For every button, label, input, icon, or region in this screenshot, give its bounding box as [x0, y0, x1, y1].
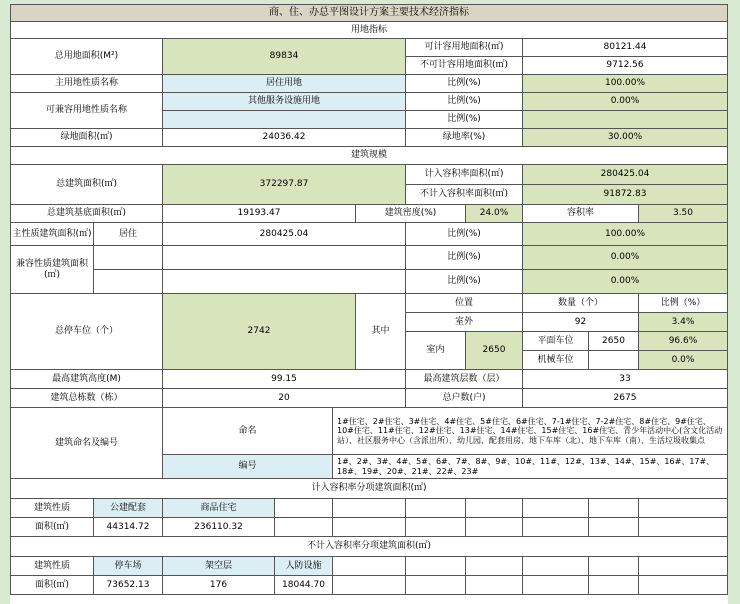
parking-ratio-header: 比例（%）	[638, 293, 728, 313]
far-val-7	[522, 517, 589, 537]
far-val-1: 44314.72	[93, 517, 163, 537]
compat-use-ratio-empty	[522, 110, 728, 129]
green-area-label: 绿地面积(㎡)	[10, 128, 163, 147]
parking-among-label: 其中	[355, 293, 406, 370]
indicator-table	[10, 4, 728, 604]
compat-type-ratio-label-2: 比例(%)	[405, 269, 523, 294]
far-val-8	[588, 517, 639, 537]
far-val-4	[332, 517, 406, 537]
parking-flat-label: 平面车位	[522, 331, 589, 351]
naming-name-label: 命名	[162, 407, 333, 455]
far-col-5	[405, 498, 466, 518]
nonfar-col-3: 人防设施	[274, 556, 333, 576]
nonfar-gfa-value: 91872.83	[522, 184, 728, 205]
far-col-1: 公建配套	[93, 498, 163, 518]
section-far-breakdown: 计入容积率分项建筑面积(㎡)	[10, 478, 728, 499]
parking-outdoor-ratio: 3.4%	[638, 312, 728, 332]
nonfar-val-9	[638, 575, 728, 595]
compat-type-ratio-label-1: 比例(%)	[405, 245, 523, 270]
base-area-label: 总建筑基底面积(㎡)	[10, 204, 163, 223]
nonfar-col-2: 架空层	[162, 556, 275, 576]
far-val-3	[274, 517, 333, 537]
naming-number-value: 1#、2#、3#、4#、5#、6#、7#、8#、9#、10#、11#、12#、13#、14#、15#、16#、17#、18#、19#、20#、21#、22#、23#	[332, 454, 728, 479]
compat-type-value-1	[162, 245, 406, 270]
floors-value: 33	[522, 369, 728, 389]
far-label: 容积率	[522, 204, 639, 223]
compat-type-ratio-1: 0.00%	[522, 245, 728, 270]
nonfar-val-6	[465, 575, 523, 595]
gfa-label: 总建筑面积(㎡)	[10, 164, 163, 205]
nonfar-val-4	[332, 575, 406, 595]
parking-indoor-qty: 2650	[465, 331, 523, 370]
far-val-9	[638, 517, 728, 537]
green-rate-label: 绿地率(%)	[405, 128, 523, 147]
parking-flat-ratio: 96.6%	[638, 331, 728, 351]
density-value: 24.0%	[465, 204, 523, 223]
parking-qty-header: 数量（个）	[522, 293, 639, 313]
floors-label: 最高建筑层数（层）	[405, 369, 523, 389]
section-nonfar-breakdown: 不计入容积率分项建筑面积(㎡)	[10, 536, 728, 557]
nonfar-col-5	[405, 556, 466, 576]
compat-use-ratio-label-2: 比例(%)	[405, 110, 523, 129]
nonfar-area-label: 面积(㎡)	[10, 575, 94, 595]
base-area-value: 19193.47	[162, 204, 356, 223]
far-area-label: 面积(㎡)	[10, 517, 94, 537]
buildings-label: 建筑总栋数（栋）	[10, 388, 163, 408]
buildings-value: 20	[162, 388, 406, 408]
nonfar-val-3: 18044.70	[274, 575, 333, 595]
nonbuildable-area-label: 不可计容用地面积(㎡)	[405, 56, 523, 75]
nonfar-val-2: 176	[162, 575, 275, 595]
nonfar-col-6	[465, 556, 523, 576]
nonfar-col-7	[522, 556, 589, 576]
far-val-2: 236110.32	[162, 517, 275, 537]
compat-type-ratio-2: 0.00%	[522, 269, 728, 294]
compat-use-label: 可兼容用地性质名称	[10, 92, 163, 129]
compat-use-value: 其他服务设施用地	[162, 92, 406, 111]
parking-indoor-label: 室内	[405, 331, 466, 370]
far-col-6	[465, 498, 523, 518]
parking-position-header: 位置	[405, 293, 523, 313]
density-label: 建筑密度(%)	[355, 204, 466, 223]
households-label: 总户数(户)	[405, 388, 523, 408]
far-col-9	[638, 498, 728, 518]
naming-number-label: 编号	[162, 454, 333, 479]
far-type-label: 建筑性质	[10, 498, 94, 518]
main-type-value: 280425.04	[162, 222, 406, 246]
parking-outdoor-label: 室外	[405, 312, 523, 332]
compat-type-name-2	[93, 269, 163, 294]
nonbuildable-area-value: 9712.56	[522, 56, 728, 75]
table-title: 商、住、办总平图设计方案主要技术经济指标	[10, 4, 728, 22]
buildable-area-label: 可计容用地面积(㎡)	[405, 38, 523, 57]
main-type-label: 主性质建筑面积(㎡)	[10, 222, 94, 246]
nonfar-col-8	[588, 556, 639, 576]
far-val-6	[465, 517, 523, 537]
far-gfa-label: 计入容积率面积(㎡)	[405, 164, 523, 185]
far-val-5	[405, 517, 466, 537]
nonfar-val-1: 73652.13	[93, 575, 163, 595]
naming-name-value: 1#住宅、2#住宅、3#住宅、4#住宅、5#住宅、6#住宅、7-1#住宅、7-2#住宅、8#住宅、9#住宅、10#住宅、11#住宅、12#住宅、13#住宅、14#住宅、15#住宅、16#住宅、青少年活动中心(含文化活动站）、社区服务中心（含派出所）、幼儿园、配套用房、地下车库（北）、地下车库（南）、生活垃圾收集点	[332, 407, 728, 455]
compat-type-name-1	[93, 245, 163, 270]
households-value: 2675	[522, 388, 728, 408]
parking-total-label: 总停车位（个）	[10, 293, 163, 370]
main-use-ratio-label: 比例(%)	[405, 74, 523, 93]
far-col-8	[588, 498, 639, 518]
main-use-ratio: 100.00%	[522, 74, 728, 93]
compat-type-value-2	[162, 269, 406, 294]
green-rate-value: 30.00%	[522, 128, 728, 147]
compat-use-ratio-label: 比例(%)	[405, 92, 523, 111]
main-use-value: 居住用地	[162, 74, 406, 93]
far-col-7	[522, 498, 589, 518]
height-value: 99.15	[162, 369, 406, 389]
nonfar-val-5	[405, 575, 466, 595]
nonfar-col-1: 停车场	[93, 556, 163, 576]
section-land: 用地指标	[10, 21, 728, 39]
parking-mech-label: 机械车位	[522, 350, 589, 370]
section-building: 建筑规模	[10, 146, 728, 165]
main-use-label: 主用地性质名称	[10, 74, 163, 93]
gfa-value: 372297.87	[162, 164, 406, 205]
far-value: 3.50	[638, 204, 728, 223]
far-col-4	[332, 498, 406, 518]
far-col-3	[274, 498, 333, 518]
parking-outdoor-qty: 92	[522, 312, 639, 332]
parking-mech-ratio: 0.0%	[638, 350, 728, 370]
nonfar-gfa-label: 不计入容积率面积(㎡)	[405, 184, 523, 205]
main-type-name: 居住	[93, 222, 163, 246]
far-col-2: 商品住宅	[162, 498, 275, 518]
naming-label: 建筑命名及编号	[10, 407, 163, 479]
parking-total-value: 2742	[162, 293, 356, 370]
height-label: 最高建筑高度(M)	[10, 369, 163, 389]
buildable-area-value: 80121.44	[522, 38, 728, 57]
compat-type-label: 兼容性质建筑面积(㎡)	[10, 245, 94, 294]
main-type-ratio: 100.00%	[522, 222, 728, 246]
compat-use-ratio: 0.00%	[522, 92, 728, 111]
parking-mech-qty	[588, 350, 639, 370]
nonfar-col-9	[638, 556, 728, 576]
nonfar-type-label: 建筑性质	[10, 556, 94, 576]
total-area-label: 总用地面积(M²)	[10, 38, 163, 75]
nonfar-val-8	[588, 575, 639, 595]
total-area-value: 89834	[162, 38, 406, 75]
far-gfa-value: 280425.04	[522, 164, 728, 185]
green-area-value: 24036.42	[162, 128, 406, 147]
nonfar-val-7	[522, 575, 589, 595]
nonfar-col-4	[332, 556, 406, 576]
main-type-ratio-label: 比例(%)	[405, 222, 523, 246]
compat-use-empty	[162, 110, 406, 129]
parking-flat-qty: 2650	[588, 331, 639, 351]
